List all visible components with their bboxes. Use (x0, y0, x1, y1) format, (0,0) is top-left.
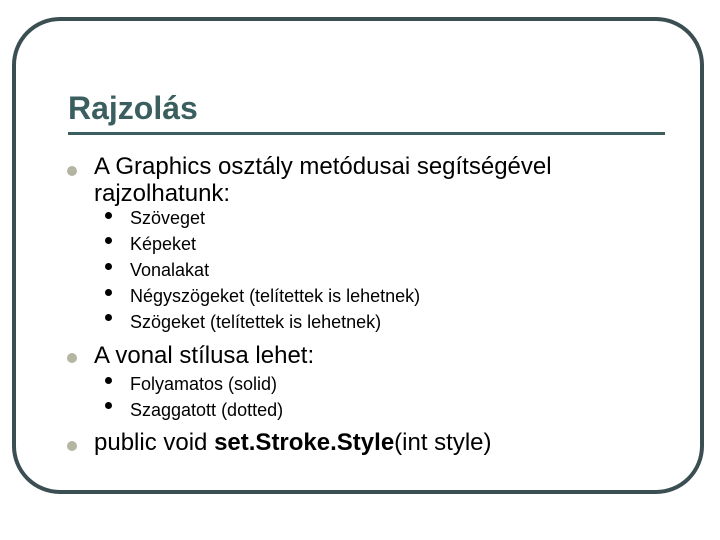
bullet-method-signature (94, 429, 654, 456)
slide-frame (12, 17, 704, 494)
sub-bullet-dot-icon (105, 314, 112, 321)
sub-item-dotted: Szaggatott (dotted) (130, 400, 284, 420)
method-prefix: public void (94, 429, 215, 456)
sub-item-images: Képeket (130, 234, 197, 254)
bullet-dot-icon (67, 441, 77, 451)
bullet-dot-icon (67, 353, 77, 363)
sub-bullet-dot-icon (105, 263, 112, 270)
sub-item-arcs: Szögeket (telítettek is lehetnek) (130, 312, 382, 332)
sub-bullet-dot-icon (105, 377, 112, 384)
title-underline (68, 132, 665, 135)
sub-bullet-dot-icon (105, 289, 112, 296)
slide-title: Rajzolás (68, 90, 198, 126)
sub-bullet-dot-icon (105, 237, 112, 244)
sub-item-rectangles: Négyszögeket (telítettek is lehetnek) (130, 286, 421, 306)
sub-item-solid: Folyamatos (solid) (130, 374, 278, 394)
method-name: set.Stroke.Style (214, 429, 395, 456)
sub-bullet-dot-icon (105, 402, 112, 409)
sub-item-lines: Vonalakat (130, 260, 210, 280)
method-params: (int style) (394, 429, 492, 456)
sub-bullet-dot-icon (105, 212, 112, 219)
bullet-dot-icon (67, 166, 77, 176)
sub-item-text: Szöveget (130, 208, 206, 228)
bullet-graphics-methods: A Graphics osztály metódusai segítségével rajzolhatunk: (94, 153, 552, 207)
bullet-line-style: A vonal stílusa lehet: (94, 342, 315, 369)
